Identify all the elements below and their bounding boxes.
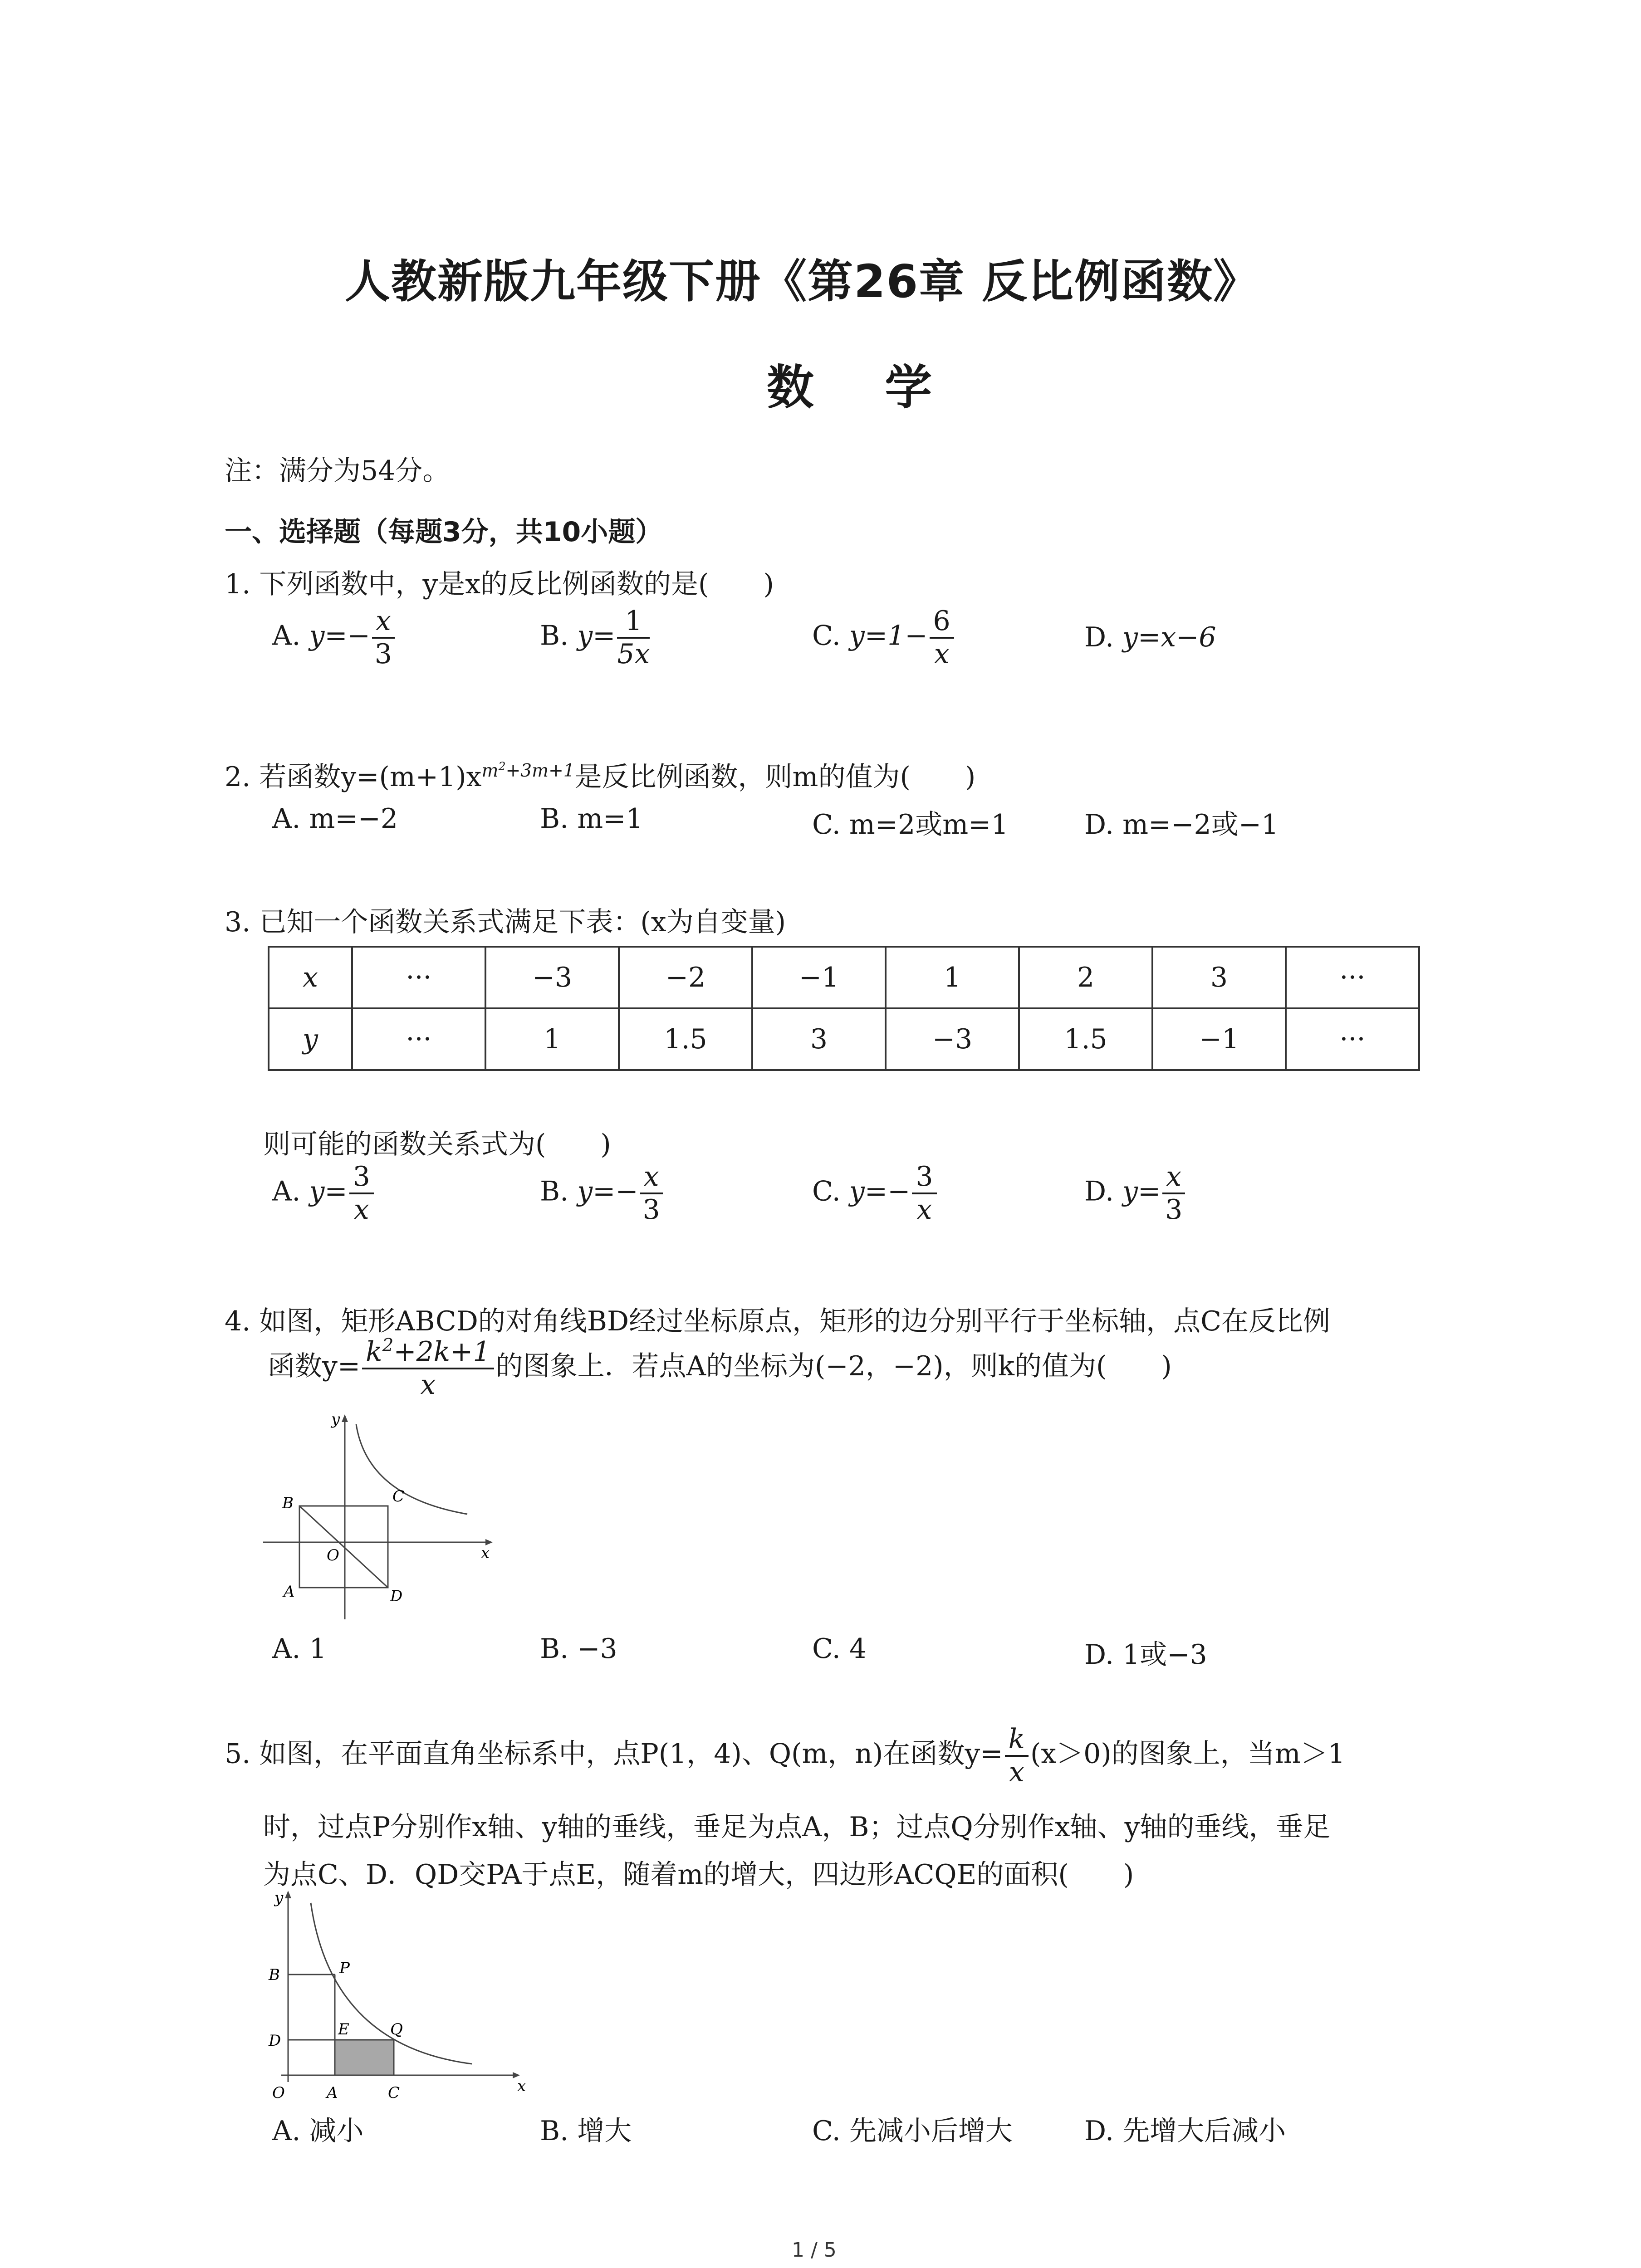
- table-cell: −3: [485, 947, 619, 1008]
- q3-option-c: [812, 1161, 939, 1226]
- denominator: 3: [1165, 1194, 1183, 1226]
- table-row-y: [269, 1008, 1419, 1070]
- denominator: x: [420, 1369, 436, 1401]
- shaded-region-acqe: [335, 2040, 394, 2075]
- fraction: [930, 606, 954, 670]
- q4-stem-line2: [268, 1336, 1172, 1401]
- q5-option-c: C. 先减小后增大: [812, 2115, 1013, 2147]
- label-b: B: [282, 1494, 294, 1512]
- label-q: Q: [390, 2020, 403, 2038]
- document-title: 人教新版九年级下册《第26章 反比例函数》: [345, 255, 1259, 308]
- q2-option-a: A. m=−2: [272, 803, 398, 835]
- denominator: 3: [642, 1194, 660, 1226]
- page-number: 1 / 5: [792, 2239, 837, 2262]
- table-cell: −1: [1152, 1008, 1286, 1070]
- q2-stem-pre: 2. 若函数y=(m+1)x: [225, 761, 482, 793]
- q3-ask: 则可能的函数关系式为( ): [263, 1129, 611, 1160]
- q2-option-d: D. m=−2或−1: [1084, 809, 1279, 841]
- fraction: [640, 1161, 663, 1226]
- label-a: A: [327, 2084, 338, 2102]
- label-p: P: [339, 1959, 350, 1977]
- numerator: 6: [930, 606, 954, 639]
- q4-option-c: C. 4: [812, 1633, 867, 1665]
- denominator: x: [1009, 1756, 1024, 1788]
- numerator: 3: [912, 1161, 936, 1194]
- numerator: 3: [349, 1161, 374, 1194]
- q4-option-b: B. −3: [540, 1633, 617, 1665]
- table-cell: 2: [1019, 947, 1152, 1008]
- q1-option-b: [540, 606, 652, 670]
- label-o: O: [272, 2084, 285, 2102]
- fraction: [617, 606, 650, 670]
- fraction: [349, 1161, 374, 1226]
- q3-option-d: [1084, 1161, 1187, 1226]
- numerator: k: [1005, 1724, 1029, 1757]
- q5-stem-line2: 时，过点P分别作x轴、y轴的垂线，垂足为点A，B；过点Q分别作x轴、y轴的垂线，垂足: [263, 1811, 1331, 1843]
- q4-stem-line1: 4. 如图，矩形ABCD的对角线BD经过坐标原点，矩形的边分别平行于坐标轴，点C在反比例: [225, 1305, 1330, 1337]
- section-heading: 一、选择题（每题3分，共10小题）: [225, 516, 663, 548]
- table-cell: 3: [752, 1008, 886, 1070]
- expr: y=x−6: [1122, 621, 1216, 653]
- y-axis-arrow: [285, 1891, 291, 1898]
- table-cell: ···: [352, 1008, 485, 1070]
- table-cell: ···: [1286, 1008, 1419, 1070]
- table-cell: 3: [1152, 947, 1286, 1008]
- q2-option-b: B. m=1: [540, 803, 643, 835]
- denominator: x: [934, 638, 950, 670]
- label-o: O: [327, 1546, 339, 1564]
- q5-figure: [259, 1882, 531, 2109]
- document-subtitle: 数 学: [767, 360, 960, 415]
- expr-lhs: y=: [1122, 1175, 1161, 1207]
- label-x: x: [481, 1544, 490, 1562]
- q4-option-d: D. 1或−3: [1084, 1639, 1207, 1671]
- table-cell: x: [269, 947, 352, 1008]
- denominator: x: [353, 1194, 369, 1226]
- q4-stem-pre: 函数y=: [268, 1350, 361, 1383]
- option-letter: D.: [1084, 1175, 1114, 1207]
- option-letter: B.: [540, 620, 569, 652]
- numerator: x: [640, 1161, 663, 1194]
- expr-lhs: y=: [309, 1175, 348, 1207]
- option-letter: C.: [812, 1175, 841, 1207]
- option-letter: A.: [272, 1175, 301, 1207]
- q4-option-a: A. 1: [272, 1633, 327, 1665]
- fraction: [362, 1336, 494, 1401]
- expr-lhs: y=1−: [849, 620, 928, 652]
- q3-option-a: [272, 1161, 376, 1226]
- label-y: y: [331, 1411, 340, 1428]
- fraction: [372, 606, 395, 670]
- q1-option-c: [812, 606, 956, 670]
- option-letter: C.: [812, 620, 841, 652]
- table-cell: 1: [886, 947, 1019, 1008]
- label-e: E: [338, 2020, 349, 2038]
- fraction: [1005, 1724, 1029, 1788]
- q4-figure: [259, 1411, 513, 1628]
- fraction: [912, 1161, 936, 1226]
- numerator: 1: [617, 606, 650, 639]
- q5-option-d: D. 先增大后减小: [1084, 2115, 1286, 2147]
- diagonal-bd: [299, 1506, 388, 1588]
- q5-stem-pre: 5. 如图，在平面直角坐标系中，点P(1，4)、Q(m，n)在函数y=: [225, 1738, 1003, 1770]
- label-a: A: [284, 1583, 295, 1601]
- numerator: x: [372, 606, 395, 639]
- table-cell: 1.5: [1019, 1008, 1152, 1070]
- exponent: m2+3m+1: [481, 759, 575, 781]
- denominator: 5x: [617, 638, 650, 670]
- q3-option-b: [540, 1161, 665, 1226]
- table-cell: ···: [352, 947, 485, 1008]
- q5-stem-post: (x＞0)的图象上，当m＞1: [1030, 1738, 1345, 1770]
- table-cell: −3: [886, 1008, 1019, 1070]
- q5-option-b: B. 增大: [540, 2115, 632, 2147]
- table-cell: 1.5: [619, 1008, 752, 1070]
- q5-stem-line3: 为点C、D．QD交PA于点E，随着m的增大，四边形ACQE的面积( ): [263, 1859, 1134, 1891]
- label-d: D: [390, 1587, 403, 1605]
- option-letter: D.: [1084, 621, 1114, 653]
- q5-stem-line1: [225, 1724, 1345, 1788]
- option-letter: A.: [272, 620, 301, 652]
- table-cell: ···: [1286, 947, 1419, 1008]
- table-cell: y: [269, 1008, 352, 1070]
- q2-stem: [225, 755, 975, 794]
- numerator: $k^2+2k+1$: [362, 1336, 494, 1369]
- table-cell: 1: [485, 1008, 619, 1070]
- value-table: [268, 946, 1420, 1071]
- label-c: C: [392, 1487, 405, 1505]
- q4-stem-post: 的图象上．若点A的坐标为(−2，−2)，则k的值为( ): [495, 1350, 1172, 1383]
- q1-option-a: [272, 606, 397, 670]
- y-axis-arrow: [342, 1414, 348, 1422]
- label-x: x: [517, 2077, 526, 2095]
- denominator: 3: [374, 638, 392, 670]
- option-letter: B.: [540, 1175, 569, 1207]
- expr-lhs: y=−: [577, 1175, 638, 1207]
- q1-option-d: [1084, 621, 1216, 653]
- q5-option-a: A. 减小: [272, 2115, 364, 2147]
- expr-lhs: y=−: [849, 1175, 911, 1207]
- table-cell: −1: [752, 947, 886, 1008]
- label-b: B: [269, 1966, 280, 1984]
- score-note: 注：满分为54分。: [225, 455, 450, 487]
- q1-stem: 1. 下列函数中，y是x的反比例函数的是( ): [225, 568, 774, 600]
- fraction: [1162, 1161, 1185, 1226]
- hyperbola-curve: [356, 1424, 467, 1514]
- expr-lhs: y=: [577, 620, 616, 652]
- label-c: C: [388, 2084, 400, 2102]
- numerator: x: [1162, 1161, 1185, 1194]
- q2-option-c: C. m=2或m=1: [812, 809, 1009, 841]
- table-row-x: [269, 947, 1419, 1008]
- expr-lhs: y=−: [309, 620, 370, 652]
- denominator: x: [916, 1194, 932, 1226]
- label-d: D: [269, 2032, 281, 2050]
- table-cell: −2: [619, 947, 752, 1008]
- label-y: y: [274, 1889, 284, 1907]
- q3-stem: 3. 已知一个函数关系式满足下表：(x为自变量): [225, 906, 786, 938]
- q2-stem-post: 是反比例函数，则m的值为( ): [574, 761, 976, 793]
